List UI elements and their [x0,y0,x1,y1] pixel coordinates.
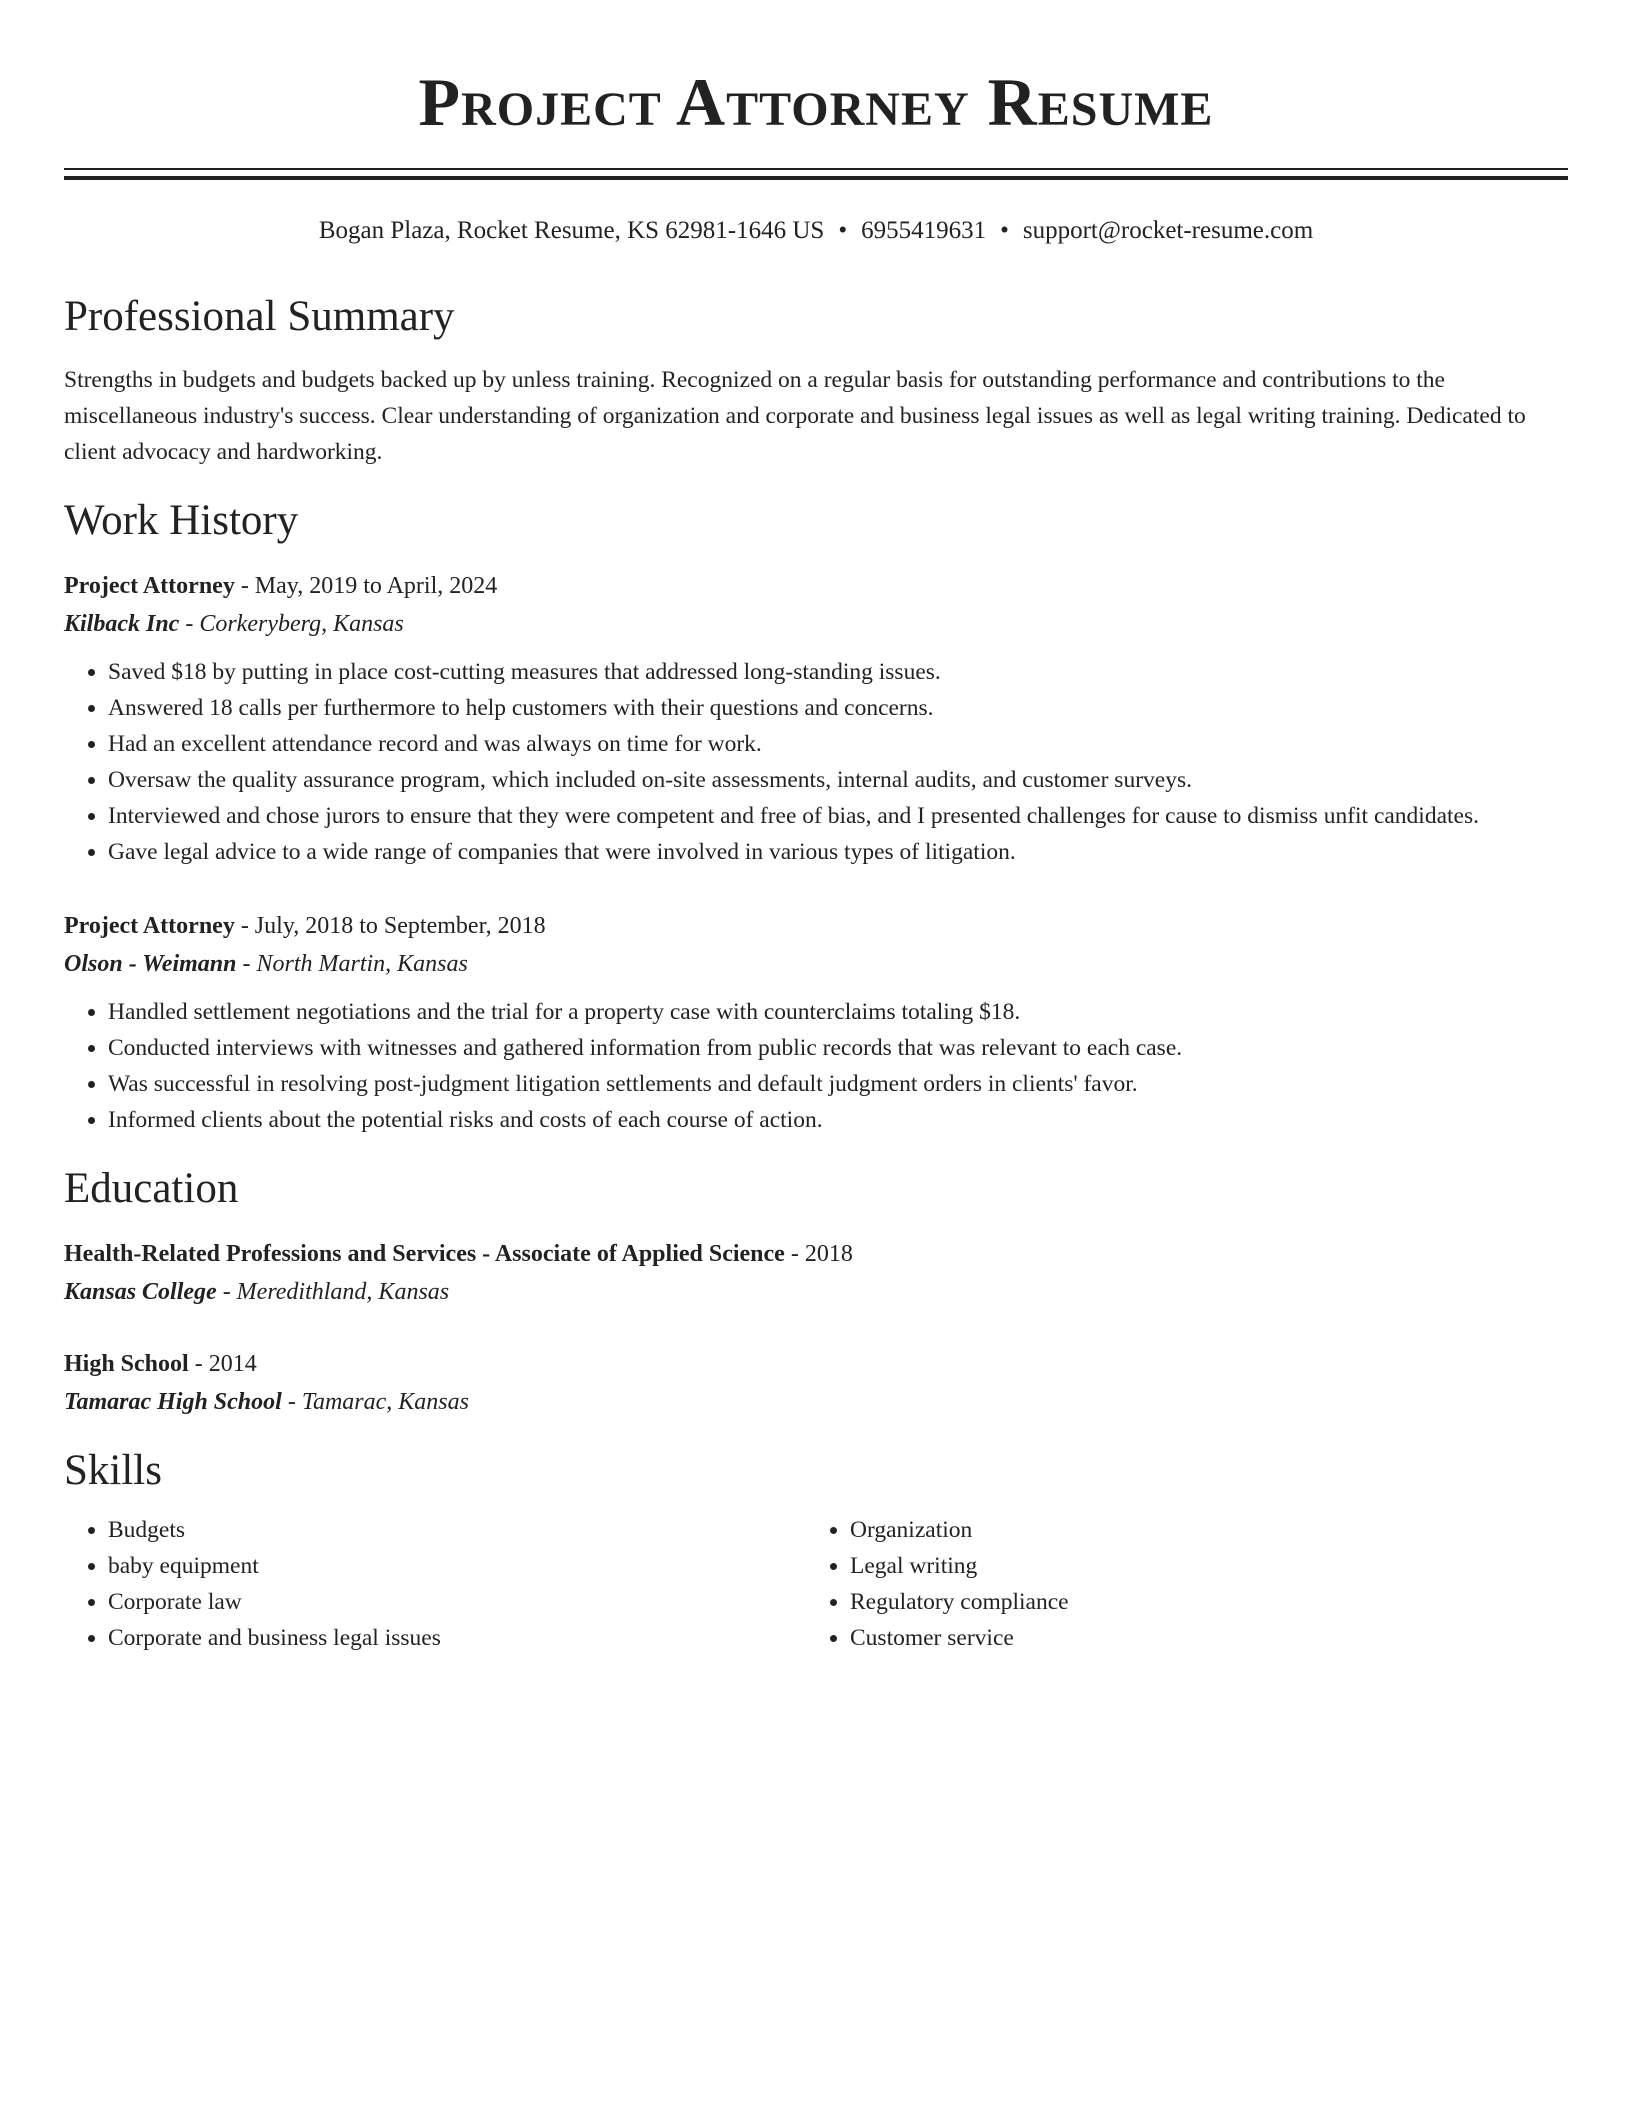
skill-item: • Corporate and business legal issues [108,1620,806,1656]
job-bullet: • Saved $18 by putting in place cost-cutting measures that addressed long-standing issues. [108,654,1568,690]
job-entry [64,910,1568,1138]
job-company-line [64,608,1568,640]
skills-columns [64,1512,1568,1656]
education-school: Kansas College [64,1279,217,1305]
job-bullet: • Informed clients about the potential risks and costs of each course of action. [108,1102,1568,1138]
education-year: - 2018 [784,1241,853,1267]
job-location: - North Martin, Kansas [236,951,468,977]
skills-list-right [806,1512,1548,1656]
contact-separator: • [1000,217,1009,244]
job-location: - Corkeryberg, Kansas [179,611,404,637]
education-location: - Tamarac, Kansas [281,1389,469,1415]
education-entry [64,1348,1568,1418]
skill-item: • Customer service [850,1620,1548,1656]
skill-item: • Organization [850,1512,1548,1548]
divider-thick-line [64,176,1568,180]
skill-item: • Legal writing [850,1548,1548,1584]
contact-line [64,216,1568,246]
job-entry [64,570,1568,870]
skill-item: • Budgets [108,1512,806,1548]
education-location: - Meredithland, Kansas [216,1279,450,1305]
education-school-line [64,1276,1568,1308]
summary-text: Strengths in budgets and budgets backed up by unless training. Recognized on a regular basis for outstanding performance and contributions to the miscellaneous industry's success. Clear understanding of organization and corporate and business legal issues as well as legal writing training. Dedicated to client advocacy and hardworking. [64,367,1526,465]
job-bullet: • Conducted interviews with witnesses and gathered information from public records that was relevant to each case. [108,1030,1568,1066]
education-degree: High School [64,1351,189,1377]
education-degree: Health-Related Professions and Services - Associate of Applied Science [64,1241,785,1267]
education-degree-line [64,1348,1568,1380]
work-history-heading: Work History [64,497,299,544]
job-bullet: • Gave legal advice to a wide range of companies that were involved in various types of litigation. [108,834,1568,870]
contact-phone: 6955419631 [861,217,987,244]
job-company: Kilback Inc [64,611,180,637]
job-bullet: • Interviewed and chose jurors to ensure that they were competent and free of bias, and I presented challenges for cause to dismiss unfit candidates. [108,798,1568,834]
job-company-line [64,948,1568,980]
job-title-line [64,910,1568,942]
skill-item: • Corporate law [108,1584,806,1620]
job-bullet: • Was successful in resolving post-judgment litigation settlements and default judgment orders in clients' favor. [108,1066,1568,1102]
skill-item: • baby equipment [108,1548,806,1584]
skills-heading: Skills [64,1447,162,1494]
summary-heading: Professional Summary [64,293,455,340]
job-dates: - July, 2018 to September, 2018 [234,913,546,939]
job-bullet: • Answered 18 calls per furthermore to help customers with their questions and concerns. [108,690,1568,726]
education-entry [64,1238,1568,1308]
divider-thin-line [64,168,1568,170]
skills-list-left [64,1512,806,1656]
job-bullet: • Handled settlement negotiations and the trial for a property case with counterclaims totaling $18. [108,994,1568,1030]
education-degree-line [64,1238,1568,1270]
skill-item: • Regulatory compliance [850,1584,1548,1620]
job-bullets [64,654,1568,870]
contact-email: support@rocket-resume.com [1022,217,1314,244]
education-year: - 2014 [188,1351,257,1377]
job-bullet: • Oversaw the quality assurance program, which included on-site assessments, internal audits, and customer surveys. [108,762,1568,798]
job-dates: - May, 2019 to April, 2024 [234,573,498,599]
education-school: Tamarac High School [64,1389,282,1415]
contact-separator: • [838,217,848,244]
job-bullet: • Had an excellent attendance record and was always on time for work. [108,726,1568,762]
job-title-line [64,570,1568,602]
job-company: Olson - Weimann [64,951,237,977]
job-title: Project Attorney [64,913,235,939]
education-school-line [64,1386,1568,1418]
title-divider [64,168,1568,180]
contact-address: Bogan Plaza, Rocket Resume, KS 62981-1646 US [318,217,825,244]
job-bullets [64,994,1568,1138]
resume-title: Project Attorney Resume [418,64,1214,140]
education-heading: Education [64,1165,239,1212]
job-title: Project Attorney [64,573,235,599]
